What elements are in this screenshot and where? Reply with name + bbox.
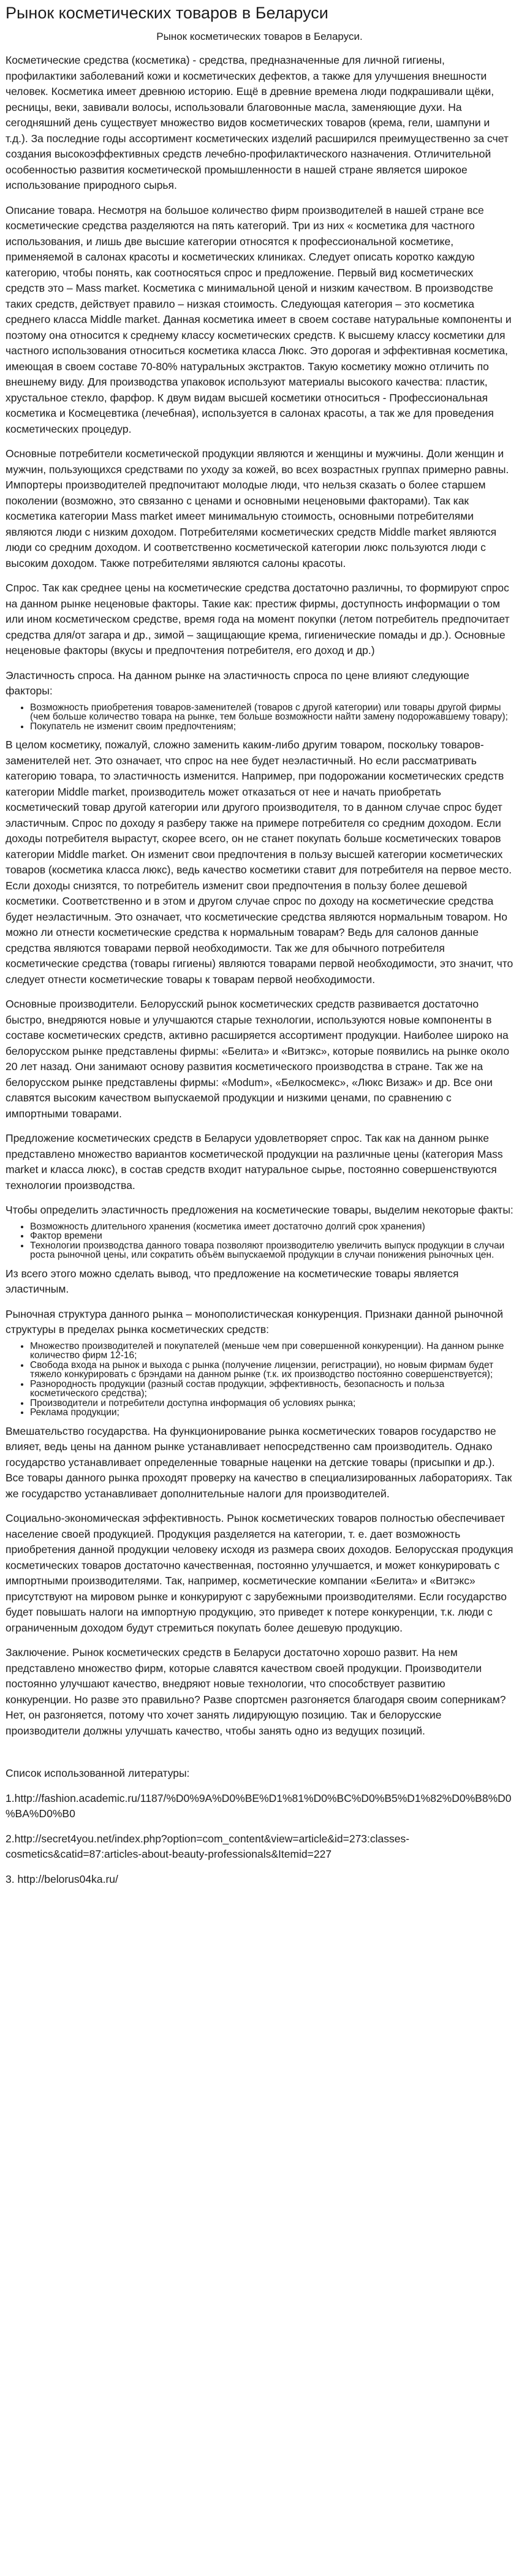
paragraph-market-structure: Рыночная структура данного рынка – монополистическая конкуренция. Признаки данной рыночной структуры в пределах рынка косметических средств: — [6, 1307, 503, 1335]
paragraph-supply-elasticity: Чтобы определить эластичность предложения на косметические товары, выделим некоторые факты: — [6, 1204, 513, 1216]
reference-link[interactable]: 3. http://belorus04ka.ru/ — [6, 1872, 118, 1885]
list-item: • Реклама продукции; — [30, 1408, 513, 1418]
market-structure-list — [6, 1342, 513, 1418]
paragraph-producers: Основные производители. Белорусский рынок косметических средств развивается достаточно быстро, внедряются новые и улучшаются старые технологии, используются новые компоненты в составе косметических средств, активно расширяется ассортимент продукции. Наиболее широко на белорусском рынке представлены фирмы: «Белита» и «Витэкс», которые появились на рынке около 20 лет назад. Они занимают основу развития косметического производства в стране. Так же на белорусском рынке представлены фирмы: «Modum», «Белкосмекс», «Люкс Визаж» и др. Все они славятся высоким качеством выпускаемой продукции и низкими ценами, по сравнению с импортными товарами. — [6, 998, 510, 1120]
paragraph-demand: Спрос. Так как среднее цены на косметические средства достаточно различны, то формируют спрос на данном рынке неценовые факторы. Такие как: престиж фирмы, доступность информации о том или ином косметическом средстве, время года на момент покупки (летом потребитель предпочитает средства для/от загара и др., зимой – защищающие крема, гигиенические помады и др.). Основные неценовые факторы (вкусы и предпочтения потребителя, его доход и др.) — [6, 582, 510, 656]
paragraph-demand-elasticity: Эластичность спроса. На данном рынке на эластичность спроса по цене влияют следующие факторы: — [6, 669, 469, 697]
list-item: • Возможность приобретения товаров-заменителей (товаров с другой категории) или товары другой фирмы (чем больше количество товара на рынке, тем больше возможности найти замену подорожавшему товару); — [30, 703, 513, 722]
list-item: • Фактор времени — [30, 1231, 513, 1241]
list-item: • Разнородность продукции (разный состав продукции, эффективность, безопасность и польза косметического средства); — [30, 1380, 513, 1399]
list-item: • Технологии производства данного товара позволяют производителю увеличить выпуск продукции в случаи роста рыночной цены, или сократить объём выпускаемой продукции в случаи понижения рыночных цен. — [30, 1241, 513, 1260]
reference-link[interactable]: 1.http://fashion.academic.ru/1187/%D0%9A%D0%BE%D1%81%D0%BC%D0%B5%D1%82%D0%B8%D0%BA%D0%B0 — [6, 1791, 512, 1820]
list-item: • Возможность длительного хранения (косметика имеет достаточно долгий срок хранения) — [30, 1222, 513, 1232]
supply-factors-list — [6, 1222, 513, 1260]
list-item: • Производители и потребители доступна информация об условиях рынка; — [30, 1399, 513, 1408]
article-subtitle: Рынок косметических товаров в Беларуси. — [156, 31, 363, 42]
reference-link[interactable]: 2.http://secret4you.net/index.php?option=com_content&view=article&id=273:classes-cosmetics&catid=87:articles-about-beauty-professionals&Itemid=227 — [6, 1832, 410, 1860]
paragraph-conclusion: Заключение. Рынок косметических средств в Беларуси достаточно хорошо развит. На нем представлено множество фирм, которые славятся качеством своей продукции. Производители постоянно улучшают качество, внедряют новые технологии, что способствует развитию конкуренции. Но разве это правильно? Разве спортсмен разгоняется благодаря своим соперникам? Нет, он разгоняется, потому что хочет занять лидирующую позицию. Так и белорусские производители должны улучшать качество, чтобы занять одно из ведущих позиций. — [6, 1646, 506, 1737]
list-item: • Покупатель не изменит своим предпочтениям; — [30, 722, 513, 732]
list-item: • Свобода входа на рынок и выхода с рынка (получение лицензии, регистрации), но новым фирмам будет тяжело конкурировать с брэндами на данном рынке (т.к. их производство постоянно совершенствуется); — [30, 1361, 513, 1380]
paragraph-supply-conclusion: Из всего этого можно сделать вывод, что предложение на косметические товары является эластичным. — [6, 1267, 459, 1295]
list-item: • Множество производителей и покупателей (меньше чем при совершенной конкуренции). На данном рынке количество фирм 12-16; — [30, 1342, 513, 1361]
paragraph-consumers: Основные потребители косметической продукции являются и женщины и мужчины. Доли женщин и мужчин, пользующихся средствами по уходу за кожей, во всех возрастных группах примерно равны. Импортеры производителей предпочитают молодые люди, что нельзя сказать о более старшем поколении (возможно, это связанно с ценами и основными неценовыми факторами). Так как косметика категории Mass market имеет минимальную стоимость, основными потребителями являются люди с низким доходом. Потребителями косметических средств Middle market являются люди со средним доходом. И соответственно косметической категории люкс пользуются люди с высоким доходом. Также потребителями являются салоны красоты. — [6, 447, 509, 569]
paragraph-efficiency: Социально-экономическая эффективность. Рынок косметических товаров полностью обеспечивает население своей продукцией. Продукция разделяется на категории, т. е. дает возможность приобретения данной продукции человеку исходя из размера своих доходов. Белорусская продукция косметических товаров достаточно качественная, постоянно улучшается, и может конкурировать с импортными производителями. Так, например, косметические компании «Белита» и «Витэкс» присутствуют на мировом рынке и конкурируют с зарубежными производителями. Если государство будет повышать налоги на импортную продукцию, это приведет к потере конкуренции, т.к. люди с ограниченным доходом будут стремиться покупать более дешевую продукцию. — [6, 1512, 513, 1634]
paragraph-intro: Косметические средства (косметика) - средства, предназначенные для личной гигиены, профилактики заболеваний кожи и косметических дефектов, а также для улучшения внешности человек. Косметика имеет древнюю историю. Ещё в древние времена люди подкрашивали щёки, ресницы, веки, завивали волосы, использовали благовонные масла, заменяющие духи. На сегодняшний день существует множество видов косметических товаров (крема, гели, шампуни и т.д.). За последние годы ассортимент косметических изделий расширился преимущественно за счет создания высокоэффективных средств лечебно-профилактического назначения. Отличительной особенностью развития косметической промышленности в нашей стране является широкое использование природного сырья. — [6, 54, 509, 191]
page-title: Рынок косметических товаров в Беларуси — [6, 4, 328, 22]
paragraph-government: Вмешательство государства. На функционирование рынка косметических товаров государство не влияет, ведь цены на данном рынке устанавливает непосредственно сам производитель. Однако государство устанавливает определенные товарные наценки на детские товары (присыпки и др.). Все товары данного рынка проходят проверку на качество в специализированных лабораториях. Так же государство устанавливает дополнительные налоги для производителей. — [6, 1424, 512, 1500]
paragraph-elasticity-analysis: В целом косметику, пожалуй, сложно заменить каким-либо другим товаром, поскольку товаров-заменителей нет. Это означает, что спрос на нее будет неэластичный. Но если рассматривать категорию товара, то эластичность изменится. Например, при подорожании косметических средств категории Middle market, производитель может отказаться от нее и начать приобретать косметический товар другой категории или другого производителя, то в данном случае спрос будет эластичным. Спрос по доходу я разберу также на примере потребителя со средним доходом. Если доходы потребителя вырастут, скорее всего, он не станет покупать больше косметических товаров категории Middle market. Он изменит свои предпочтения в пользу высшей категории косметических товаров (косметика класса люкс), ведь качество косметики ставит для потребителя на первое место. Если доходы снизятся, то потребитель изменит свои предпочтения в пользу более дешевой косметики. Соответственно и в этом и другом случае спрос по доходу на косметические средства будет неэластичным. Это означает, что косметические средства являются нормальным товаром. Но можно ли отнести косметические средства к нормальным товарам? Ведь для салонов данные средства являются товарами первой необходимости. Так же для обычного потребителя косметические средства (товары гигиены) являются товарами первой необходимости, это значит, что следует отнести косметические товары к товарам первой необходимости. — [6, 739, 513, 986]
demand-factors-list — [6, 703, 513, 732]
paragraph-product-description: Описание товара. Несмотря на большое количество фирм производителей в нашей стране все косметические средства разделяются на пять категорий. Три из них « косметика для частного использования, и лишь две высшие категории относятся к профессиональной косметике, применяемой в салонах красоты и косметических клиниках. Следует описать коротко каждую категорию, чтобы понять, как соотносяться спрос и предложение. Первый вид косметических средств это – Mass market. Косметика с минимальной ценой и низким качеством. В производстве таких средств, действует правило – низкая стоимость. Следующая категория – это косметика среднего класса Middle market. Данная косметика имеет в своем составе натуральные компоненты и поэтому она относится к среднему классу косметических средств. К высшему классу косметики для частного использования относиться косметика класса Люкс. Это дорогая и эффективная косметика, имеющая в своем составе 70-80% натуральных экстрактов. Такую косметику можно отличить по внешнему виду. Для производства упаковок используют материалы высокого качества: пластик, хрустальное стекло, фарфор. К двум видам высшей косметики относиться - Профессиональная косметика и Космецевтика (лечебная), используется в салонах красоты, а так же для проведения косметических процедур. — [6, 203, 512, 435]
article — [0, 2, 519, 1909]
literature-heading: Список использованной литературы: — [6, 1767, 190, 1779]
paragraph-supply: Предложение косметических средств в Беларуси удовлетворяет спрос. Так как на данном рынке представлено множество вариантов косметической продукции на различные цены (категория Mass market и класса люкс), в состав средств входит натуральное сырье, постоянно совершенствуются технологии производства. — [6, 1132, 503, 1191]
